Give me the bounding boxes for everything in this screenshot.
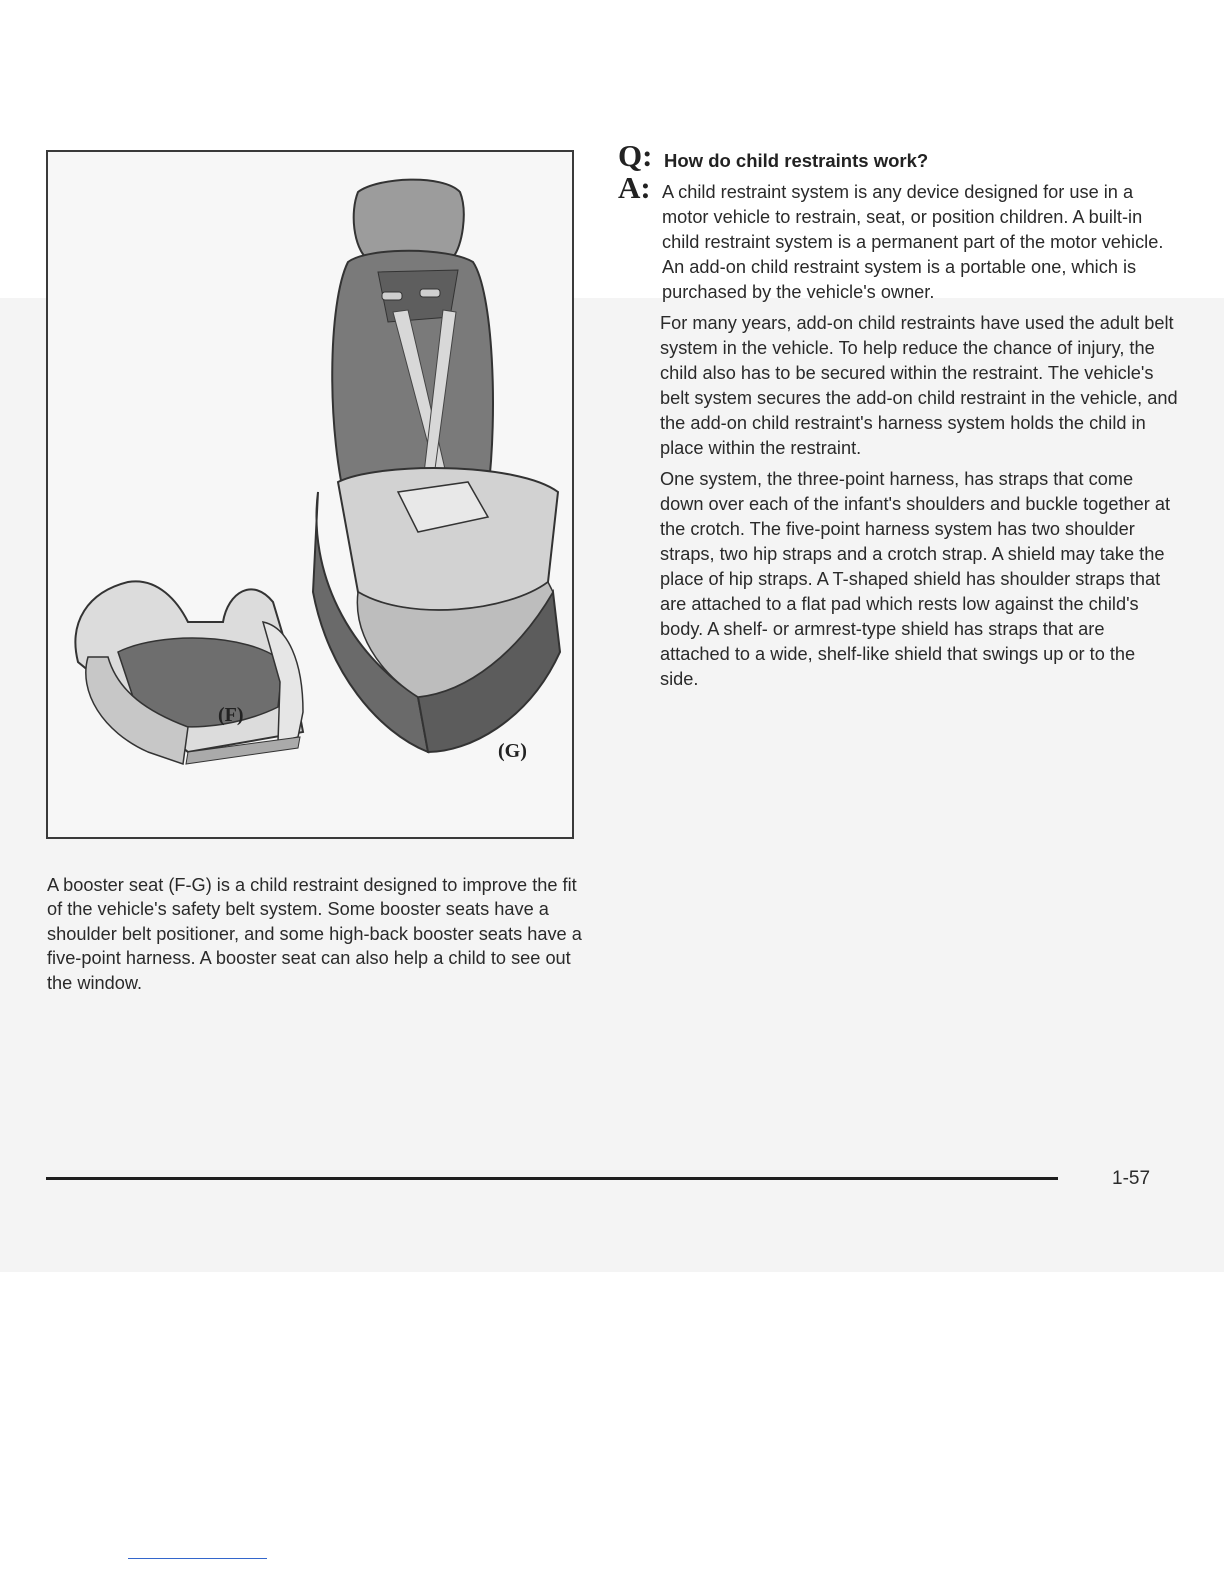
footer-rule xyxy=(46,1177,1058,1180)
booster-seat-figure xyxy=(46,150,574,839)
page-number: 1-57 xyxy=(1112,1168,1151,1189)
answer-paragraph: One system, the three-point harness, has straps that come down over each of the infant's shoulders and buckle together at the crotch. The five-point harness system has two shoulder straps, two hip straps and a crotch strap. A shield may take the place of hip straps. A T-shaped shield has shoulder straps that are attached to a flat pad which rests low against the child's body. A shelf- or armrest-type shield has straps that are attached to a wide, shelf-like shield that swings up or to the side. xyxy=(660,469,1171,689)
answer-paragraph: For many years, add-on child restraints have used the adult belt system in the vehicle. To help reduce the chance of injury, the child also has to be secured within the restraint. The vehicle's belt system secures the add-on child restraint in the vehicle, and the add-on child restraint's harness system holds the child in place within the restraint. xyxy=(660,313,1178,458)
answer-block xyxy=(618,170,1178,692)
question-marker: Q: xyxy=(618,138,653,173)
caption-text: A booster seat (F-G) is a child restraint designed to improve the fit of the vehicle's safety belt system. Some booster seats have a shoulder belt positioner, and some high-back booster seats have a five-point harness. A booster seat can also help a child to see out the window. xyxy=(47,875,582,993)
booster-seat-high-back-illustration xyxy=(313,180,560,752)
answer-paragraph: A child restraint system is any device designed for use in a motor vehicle to restrain, seat, or position children. A built-in child restraint system is a permanent part of the motor vehicle. An add-on child restraint system is a portable one, which is purchased by the vehicle's owner. xyxy=(662,182,1164,302)
footer-underline-link[interactable] xyxy=(128,1558,267,1559)
figure-label-g: (G) xyxy=(498,740,527,762)
question-heading: How do child restraints work? xyxy=(664,150,929,171)
figure-label-f: (F) xyxy=(218,704,244,726)
question-answer-section xyxy=(618,138,1178,698)
question-row xyxy=(618,138,1178,180)
answer-marker: A: xyxy=(618,170,651,205)
booster-seat-backless-illustration xyxy=(75,581,303,764)
figure-caption xyxy=(47,873,587,995)
